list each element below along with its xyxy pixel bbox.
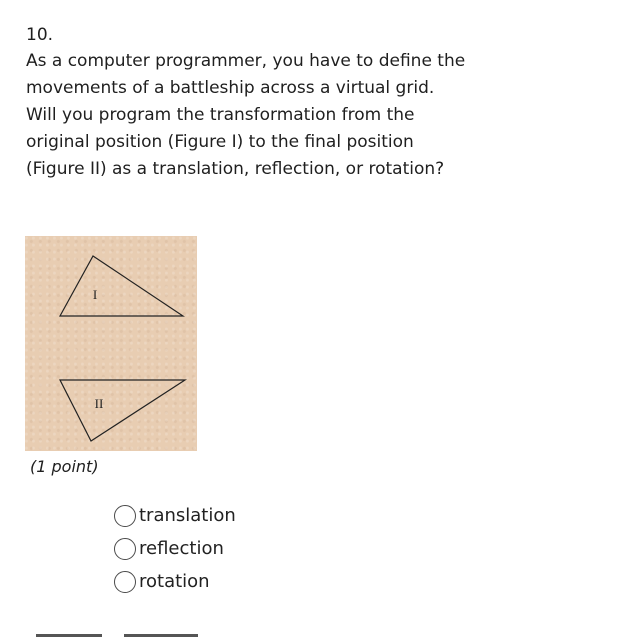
transformation-figure <box>25 236 197 451</box>
figure-1-label: I <box>92 287 98 302</box>
figure-2-label: II <box>94 396 104 411</box>
option-reflection[interactable] <box>114 532 236 565</box>
triangle-figure-1 <box>60 256 183 316</box>
radio-button[interactable] <box>114 538 136 560</box>
option-label: reflection <box>139 537 224 559</box>
triangle-figure-2 <box>60 380 185 441</box>
option-rotation[interactable] <box>114 565 236 598</box>
question-text: As a computer programmer, you have to define the movements of a battleship across a virtual grid. Will you program the transformation from the original position (Figure I) to the final position (Figure II) as a translation, reflection, or rotation? <box>26 51 466 179</box>
triangles-svg <box>25 236 197 451</box>
cutoff-button-edge <box>124 634 198 637</box>
radio-button[interactable] <box>114 571 136 593</box>
answer-options <box>114 499 236 598</box>
option-label: rotation <box>139 570 210 592</box>
points-label: (1 point) <box>30 457 99 476</box>
option-translation[interactable] <box>114 499 236 532</box>
option-label: translation <box>139 504 236 526</box>
radio-button[interactable] <box>114 505 136 527</box>
cutoff-button-edge <box>36 634 102 637</box>
question-number: 10. <box>26 25 54 45</box>
